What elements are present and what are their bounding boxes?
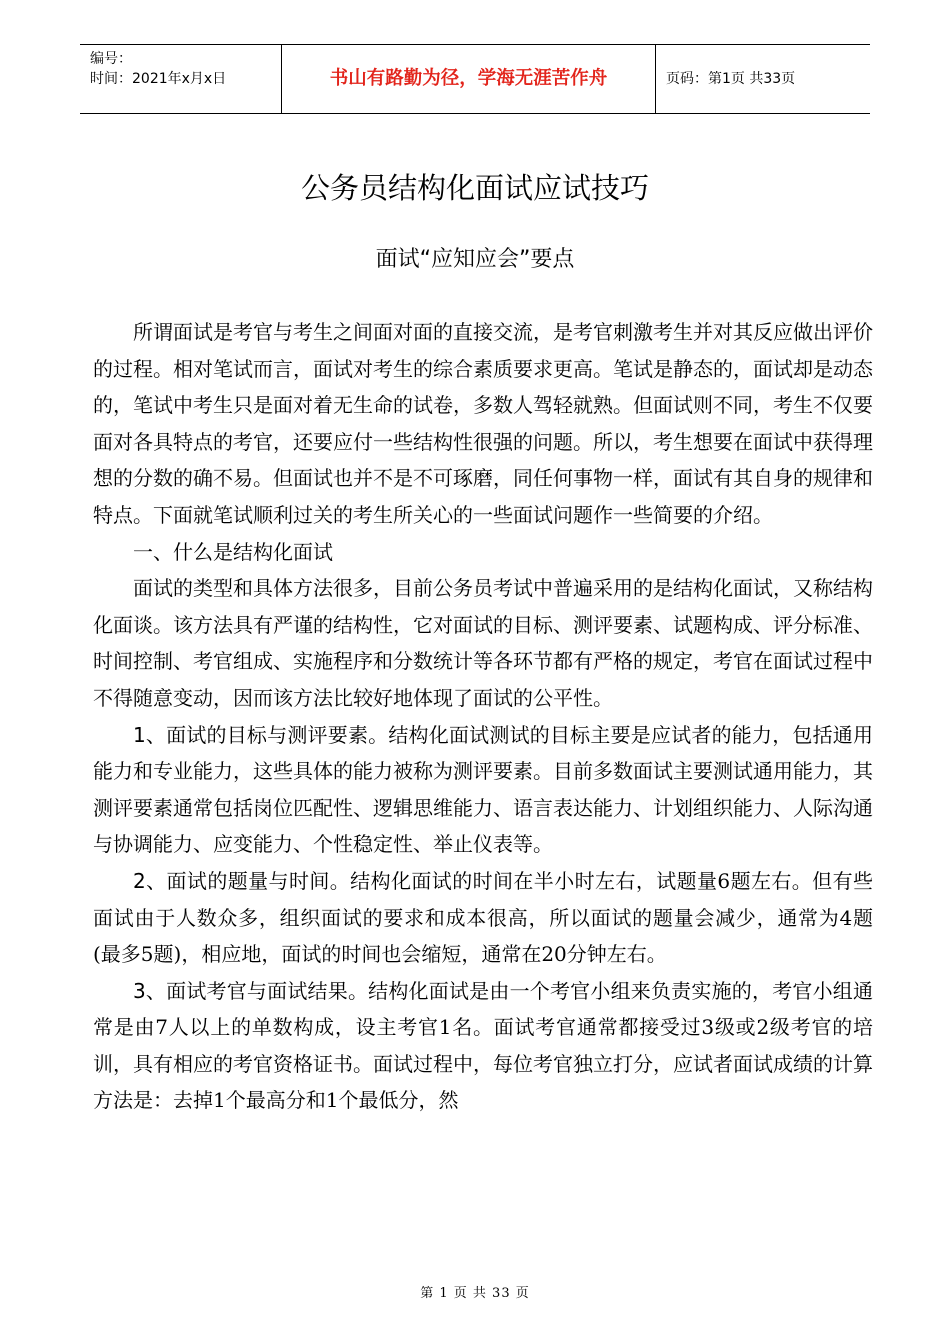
document-body: [93, 314, 873, 1119]
document-subtitle: 面试“应知应会”要点: [375, 247, 575, 272]
item-lead: 2、面试的题量与时间。: [133, 868, 351, 893]
page-header: [80, 44, 870, 114]
numbered-item: [93, 717, 873, 863]
time-label: 时间：2021年x月x日: [90, 71, 227, 87]
item-lead: 3、面试考官与面试结果。: [133, 978, 369, 1003]
header-page-info: 页码：第1页 共33页: [666, 71, 796, 87]
number-label: 编号：: [90, 51, 132, 67]
document-title: 公务员结构化面试应试技巧: [300, 171, 649, 205]
header-motto: 书山有路勤为径，学海无涯苦作舟: [282, 45, 656, 113]
header-info-cell: [80, 45, 282, 113]
item-text: 结构化面试测试的目标主要是应试者的能力，包括通用能力和专业能力，这些具体的能力被称为测评要素。目前多数面试主要测试通用能力，其测评要素通常包括岗位匹配性、逻辑思维能力、语言表达能力、计划组织能力、人际沟通与协调能力、应变能力、个性稳定性、举止仪表等。: [93, 722, 874, 857]
page-footer: 第 1 页 共 33 页: [420, 1286, 530, 1301]
section-heading: 一、什么是结构化面试: [133, 539, 333, 564]
numbered-item: [93, 863, 873, 973]
item-lead: 1、面试的目标与测评要素。: [133, 722, 389, 747]
item-text: 结构化面试是由一个考官小组来负责实施的，考官小组通常是由7人以上的单数构成，设主考官1名。面试考官通常都接受过3级或2级考官的培训，具有相应的考官资格证书。面试过程中，每位考官独立打分，应试者面试成绩的计算方法是：去掉1个最高分和1个最低分，然: [93, 978, 873, 1113]
intro-paragraph: 所谓面试是考官与考生之间面对面的直接交流，是考官刺激考生并对其反应做出评价的过程。相对笔试而言，面试对考生的综合素质要求更高。笔试是静态的，面试却是动态的，笔试中考生只是面对着无生命的试卷，多数人驾轻就熟。但面试则不同，考生不仅要面对各具特点的考官，还要应付一些结构性很强的问题。所以，考生想要在面试中获得理想的分数的确不易。但面试也并不是不可琢磨，同任何事物一样，面试有其自身的规律和特点。下面就笔试顺利过关的考生所关心的一些面试问题作一些简要的介绍。: [93, 320, 873, 527]
item-text: 结构化面试的时间在半小时左右，试题量6题左右。但有些面试由于人数众多，组织面试的要求和成本很高，所以面试的题量会减少，通常为4题(最多5题)，相应地，面试的时间也会缩短，通常在20分钟左右。: [93, 868, 873, 967]
body-paragraph: 面试的类型和具体方法很多，目前公务员考试中普遍采用的是结构化面试，又称结构化面谈。该方法具有严谨的结构性，它对面试的目标、测评要素、试题构成、评分标准、时间控制、考官组成、实施程序和分数统计等各环节都有严格的规定，考官在面试过程中不得随意变动，因而该方法比较好地体现了面试的公平性。: [93, 576, 873, 710]
numbered-item: [93, 973, 873, 1119]
